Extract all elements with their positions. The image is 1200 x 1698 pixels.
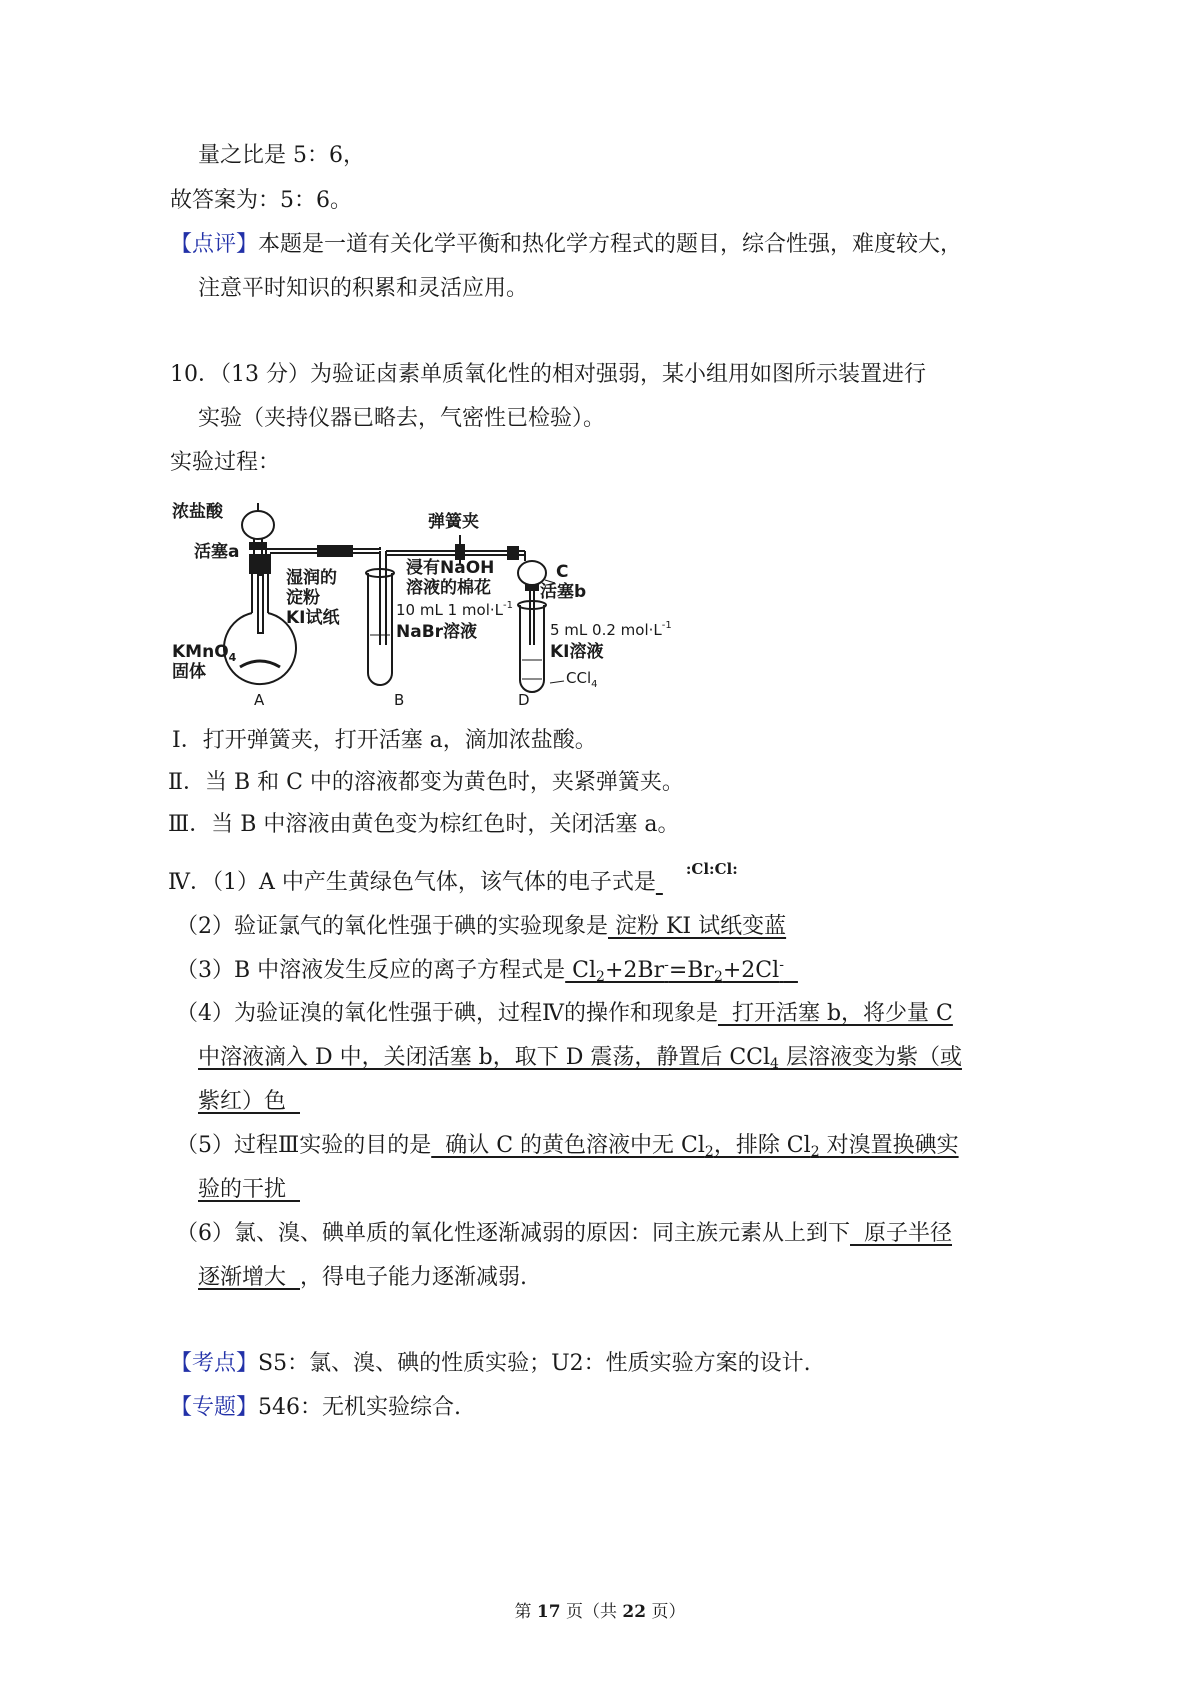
electron-formula: :Cl:Cl: (685, 860, 738, 878)
label-ki-paper-3: KI试纸 (286, 608, 340, 628)
label-kmno4: KMnO$_4$ (172, 642, 237, 664)
zhuanti-text: 546：无机实验综合. (258, 1395, 462, 1420)
answer-6-fill-2: 逐渐增大 (198, 1265, 300, 1290)
label-ki-paper-1: 湿润的 (286, 568, 337, 588)
text-line: 量之比是 5：6， (198, 143, 365, 168)
page-number: 17 (536, 1602, 561, 1622)
answer-6-fill: 原子半径 (850, 1221, 952, 1246)
answer-4-line-2: 中溶液滴入 D 中，关闭活塞 b，取下 D 震荡，静置后 CCl$_4$ 层溶液变为紫（或 (198, 1045, 962, 1072)
text-line: 注意平时知识的积累和灵活应用。 (198, 276, 529, 301)
label-cotton-1: 浸有NaOH (406, 558, 495, 578)
zhuanti-tag: 【专题】 (170, 1395, 259, 1420)
page-total: 22 (622, 1602, 647, 1622)
answer-6-line-2 (198, 1263, 527, 1293)
step-4-text: Ⅳ．（1）A 中产生黄绿色气体，该气体的电子式是 (168, 870, 656, 895)
answer-2 (176, 912, 786, 942)
answer-6-question: （6）氯、溴、碘单质的氧化性逐渐减弱的原因：同主族元素从上到下 (176, 1221, 850, 1246)
apparatus-diagram (170, 495, 730, 720)
answer-4-line-1 (176, 999, 953, 1029)
text-line: 实验（夹持仪器已略去，气密性已检验）。 (198, 406, 606, 431)
label-ki-conc: 5 mL 0.2 $mol\cdot L^{-1}$ (550, 620, 672, 639)
label-d: D (518, 691, 530, 709)
label-stopcock-b: 活塞b (540, 582, 587, 602)
answer-5-question: （5）过程Ⅲ实验的目的是 (176, 1133, 432, 1158)
answer-2-question: （2）验证氯气的氧化性强于碘的实验现象是 (176, 914, 608, 939)
answer-3-fill: $Cl_2+2Br^-=Br_2+2Cl^-$ (565, 957, 784, 985)
text-line: 故答案为：5：6。 (170, 188, 352, 213)
zhuanti-line (170, 1393, 461, 1423)
answer-4-line-3: 紫红）色 (198, 1089, 300, 1114)
step-3: Ⅲ．当 B 中溶液由黄色变为棕红色时，关闭活塞 a。 (168, 812, 680, 837)
label-cotton-2: 溶液的棉花 (406, 578, 491, 598)
kaodian-tag: 【考点】 (170, 1351, 259, 1376)
kaodian-line (170, 1349, 811, 1379)
label-conc-hcl: 浓盐酸 (172, 502, 223, 522)
answer-5-fill: 确认 C 的黄色溶液中无 $Cl_2$，排除 $Cl_2$ 对溴置换碘实 (431, 1133, 959, 1160)
step-1: Ⅰ．打开弹簧夹，打开活塞 a，滴加浓盐酸。 (172, 728, 597, 753)
answer-6-tail: ，得电子能力逐渐减弱. (300, 1265, 527, 1290)
label-b: B (394, 691, 405, 709)
answer-2-fill: 淀粉 KI 试纸变蓝 (608, 914, 787, 939)
answer-4-fill: 打开活塞 b，将少量 C (717, 1001, 953, 1026)
answer-4-question: （4）为验证溴的氧化性强于碘，过程Ⅳ的操作和现象是 (176, 1001, 718, 1026)
answer-5-line-2: 验的干扰 (198, 1177, 300, 1202)
label-ki-solution: KI溶液 (550, 642, 604, 662)
electron-formula-answer (656, 860, 768, 898)
answer-6-line-1 (176, 1219, 952, 1249)
question-heading: 10．（13 分）为验证卤素单质氧化性的相对强弱，某小组用如图所示装置进行 (170, 362, 926, 387)
label-nabr-solution: NaBr溶液 (396, 622, 478, 642)
label-a: A (254, 691, 265, 709)
section-label: 实验过程： (170, 450, 281, 475)
label-stopcock-a: 活塞a (194, 542, 240, 562)
label-c: C (556, 562, 569, 582)
comment-tag: 【点评】 (170, 232, 259, 257)
label-ki-paper-2: 淀粉 (286, 588, 320, 608)
label-clamp: 弹簧夹 (428, 512, 479, 532)
comment-line (170, 230, 962, 260)
answer-3-question: （3）B 中溶液发生反应的离子方程式是 (176, 958, 566, 983)
step-4 (168, 860, 768, 898)
page-footer: 第 17 页（共 22 页） (514, 1602, 686, 1622)
label-nabr-conc: 10 mL 1 $mol\cdot L^{-1}$ (396, 600, 513, 619)
label-ccl4: CCl$_4$ (566, 669, 598, 690)
step-2: Ⅱ．当 B 和 C 中的溶液都变为黄色时，夹紧弹簧夹。 (168, 770, 684, 795)
answer-3 (176, 956, 798, 986)
comment-text: 本题是一道有关化学平衡和热化学方程式的题目，综合性强，难度较大， (258, 232, 963, 257)
kaodian-text: S5：氯、溴、碘的性质实验；U2：性质实验方案的设计. (258, 1351, 811, 1376)
answer-5-line-1 (176, 1131, 959, 1161)
label-solid: 固体 (172, 662, 206, 682)
